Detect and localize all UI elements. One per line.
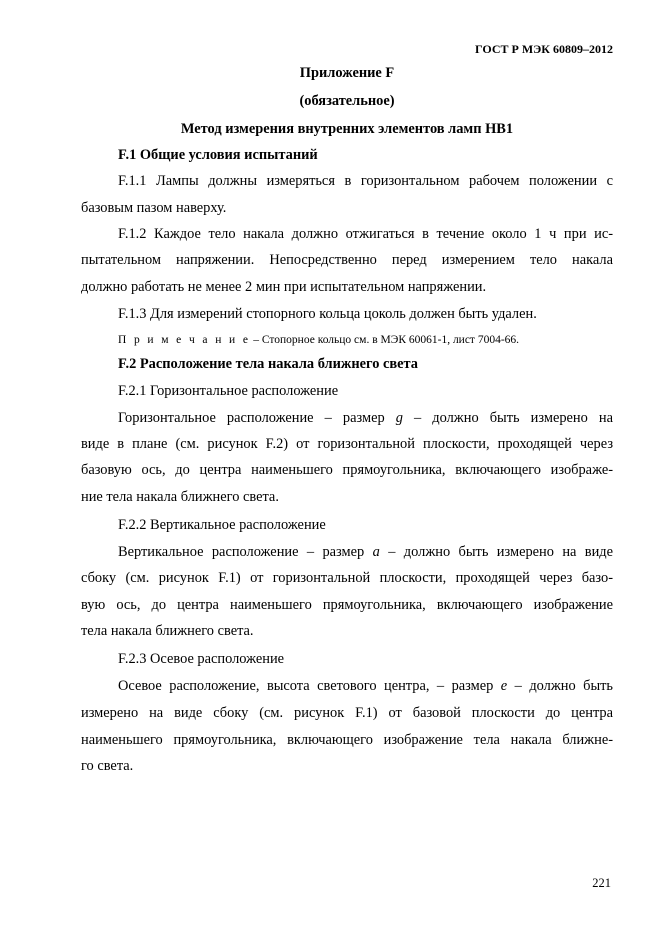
paragraph-line: го света. [81,758,134,774]
dimension-symbol: e [500,678,508,694]
paragraph-line: базовую ось, до центра наименьшего прямоугольника, включающего изображе- [81,462,613,478]
paragraph-line [118,543,613,561]
text-run: – должно быть [507,678,613,694]
text-run: Вертикальное расположение – размер [118,544,373,560]
section-heading-f1: F.1 Общие условия испытаний [118,147,318,163]
note-text: – Стопорное кольцо см. в МЭК 60061-1, лист 7004-66. [250,334,520,346]
paragraph-line: должно работать не менее 2 мин при испытательном напряжении. [81,279,487,295]
paragraph-line: тела накала ближнего света. [81,623,254,639]
paragraph-line: ние тела накала ближнего света. [81,489,279,505]
paragraph-line: F.1.3 Для измерений стопорного кольца цоколь должен быть удален. [118,306,537,322]
paragraph-line [118,677,613,695]
subsection-title: F.2.2 Вертикальное расположение [118,517,326,533]
dimension-symbol: a [372,544,380,560]
document-header: ГОСТ Р МЭК 60809–2012 [475,42,613,56]
paragraph-line: сбоку (см. рисунок F.1) от горизонтальной плоскости, проходящей через базо- [81,570,613,586]
dimension-symbol: g [395,410,403,426]
note-label: П р и м е ч а н и е [118,334,251,346]
paragraph-line: базовым пазом наверху. [81,200,227,216]
paragraph-line: F.1.1 Лампы должны измеряться в горизонтальном рабочем положении с [118,173,613,189]
note [118,331,613,349]
annex-subject: Метод измерения внутренних элементов ламп НВ1 [180,121,514,137]
paragraph-line: виде в плане (см. рисунок F.2) от горизонтальной плоскости, проходящей через [81,436,613,452]
annex-status: (обязательное) [299,93,395,109]
text-run: – должно быть измерено на [402,410,613,426]
paragraph-line: измерено на виде сбоку (см. рисунок F.1) от базовой плоскости до центра [81,705,613,721]
text-run: – должно быть измерено на виде [379,544,614,560]
text-run: Осевое расположение, высота светового центра, – размер [118,678,501,694]
section-heading-f2: F.2 Расположение тела накала ближнего света [118,356,418,372]
text-run: Горизонтальное расположение – размер [118,410,396,426]
paragraph-line: пытательном напряжении. Непосредственно перед измерением тело накала [81,252,613,268]
paragraph-line: F.1.2 Каждое тело накала должно отжигаться в течение около 1 ч при ис- [118,226,613,242]
paragraph-line [118,409,613,427]
subsection-title: F.2.1 Горизонтальное расположение [118,383,339,399]
page-number: 221 [592,876,611,890]
subsection-title: F.2.3 Осевое расположение [118,651,285,667]
paragraph-line: вую ось, до центра наименьшего прямоугольника, включающего изображение [81,597,613,613]
paragraph-line: наименьшего прямоугольника, включающего изображение тела накала ближне- [81,732,613,748]
annex-title: Приложение F [299,65,395,81]
